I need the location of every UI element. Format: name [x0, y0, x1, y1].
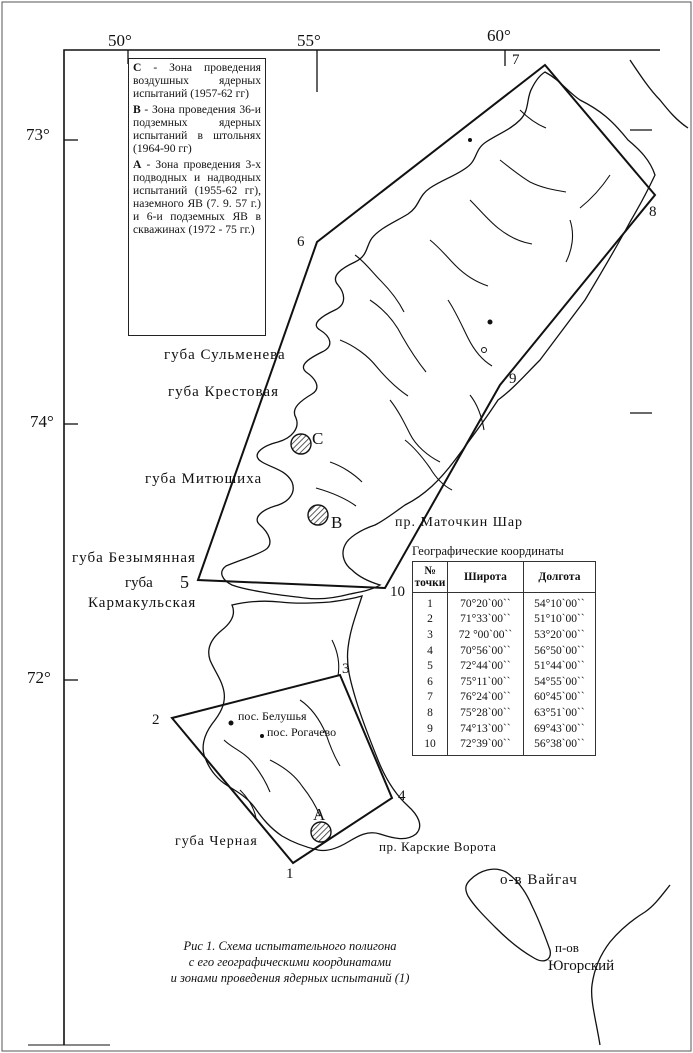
legend-item-b	[133, 103, 261, 155]
longitude-cell: 56°38`00``	[523, 736, 595, 755]
place-guba-karmakulskaya-1: губа	[125, 575, 153, 591]
islet-3	[468, 138, 472, 142]
longitude-cell: 53°20`00``	[523, 627, 595, 643]
legend-item-c	[133, 61, 261, 100]
table-row	[413, 612, 596, 628]
point-number-cell: 3	[413, 627, 448, 643]
table-row	[413, 690, 596, 706]
coordinates-table	[412, 561, 596, 756]
settlement-belushya-dot	[229, 721, 234, 726]
place-pos-belushya: пос. Белушья	[238, 709, 307, 723]
zone-b-marker	[308, 505, 328, 525]
latitude-cell: 70°56`00``	[448, 643, 524, 659]
lon-label-50: 50°	[108, 31, 132, 50]
legend-letter-c: C	[133, 61, 142, 74]
place-o-vaygach: о-в Вайгач	[500, 872, 578, 888]
latitude-cell: 75°11`00``	[448, 674, 524, 690]
legend-text-a: - Зона проведения 3-х подводных и надводных испытаний (1955-62 гг), наземного ЯВ (7. 9. 57 г.) и 6-и подземных ЯВ в скважинах (1972 - 75 гг.)	[133, 158, 261, 236]
table-row	[413, 721, 596, 737]
point-number-cell: 8	[413, 705, 448, 721]
point-number-cell: 2	[413, 612, 448, 628]
point-number-cell: 6	[413, 674, 448, 690]
zone-c-marker	[291, 434, 311, 454]
coordinates-title: Географические координаты	[412, 544, 564, 558]
place-pr-matochkin-shar: пр. Маточкин Шар	[395, 515, 524, 530]
longitude-cell: 54°55`00``	[523, 674, 595, 690]
latitude-cell: 72°44`00``	[448, 658, 524, 674]
place-pr-karskie-vorota: пр. Карские Ворота	[379, 839, 497, 854]
caption-line-3: и зонами проведения ядерных испытаний (1)	[170, 971, 410, 985]
place-yugorsky: Югорский	[548, 958, 615, 974]
latitude-cell: 74°13`00``	[448, 721, 524, 737]
point-number-cell: 1	[413, 593, 448, 612]
latitude-cell: 71°33`00``	[448, 612, 524, 628]
point-number-cell: 7	[413, 690, 448, 706]
longitude-cell: 69°43`00``	[523, 721, 595, 737]
latitude-cell: 75°28`00``	[448, 705, 524, 721]
zone-c-label: C	[312, 429, 324, 448]
lon-label-60: 60°	[487, 26, 511, 45]
longitude-cell: 60°45`00``	[523, 690, 595, 706]
point-number-cell: 5	[413, 658, 448, 674]
point-number-cell: 4	[413, 643, 448, 659]
table-row	[413, 593, 596, 612]
coastline-south-island	[203, 596, 420, 851]
zone-a-marker	[311, 822, 331, 842]
place-guba-krestovaya: губа Крестовая	[168, 384, 279, 400]
longitude-cell: 51°44`00``	[523, 658, 595, 674]
place-guba-sulmeneva: губа Сульменева	[164, 347, 286, 363]
legend-letter-a: A	[133, 158, 142, 171]
coordinates-panel	[412, 544, 600, 756]
table-row	[413, 658, 596, 674]
table-row	[413, 705, 596, 721]
point-number-cell: 9	[413, 721, 448, 737]
legend-box	[128, 58, 266, 336]
latitude-cell: 72°39`00``	[448, 736, 524, 755]
col-header-latitude: Широта	[448, 562, 524, 593]
point-label-1: 1	[286, 866, 294, 882]
latitude-cell: 76°24`00``	[448, 690, 524, 706]
table-row	[413, 627, 596, 643]
point-label-9: 9	[509, 371, 517, 387]
table-row	[413, 674, 596, 690]
table-row	[413, 643, 596, 659]
place-guba-chernaya: губа Черная	[175, 834, 258, 849]
place-pos-rogachevo: пос. Рогачево	[267, 725, 337, 739]
legend-item-a	[133, 158, 261, 236]
longitude-cell: 51°10`00``	[523, 612, 595, 628]
legend-letter-b: B	[133, 103, 141, 116]
settlement-rogachevo-dot	[260, 734, 264, 738]
zone-b-label: B	[331, 513, 343, 532]
point-label-2: 2	[152, 712, 160, 728]
coordinates-body	[413, 593, 596, 756]
col-header-number: № точки	[413, 562, 448, 593]
latitude-cell: 70°20`00``	[448, 593, 524, 612]
longitude-cell: 54°10`00``	[523, 593, 595, 612]
legend-text-c: - Зона проведения воздушных ядерных испытаний (1957-62 гг)	[133, 61, 261, 100]
point-label-8: 8	[649, 204, 657, 220]
point-label-7: 7	[512, 52, 520, 68]
mainland-coast	[630, 60, 688, 128]
point-number-cell: 10	[413, 736, 448, 755]
lat-label-72: 72°	[27, 668, 51, 687]
col-header-longitude: Долгота	[523, 562, 595, 593]
place-guba-bezymyannaya: губа Безымянная	[72, 550, 196, 566]
zone-a-label: A	[313, 805, 326, 824]
lon-label-55: 55°	[297, 31, 321, 50]
figure-caption	[120, 938, 460, 986]
latitude-cell: 72 °00`00``	[448, 627, 524, 643]
point-label-5: 5	[180, 572, 189, 592]
lat-label-73: 73°	[26, 125, 50, 144]
islet-2	[482, 348, 487, 353]
table-header-row	[413, 562, 596, 593]
table-row	[413, 736, 596, 755]
place-guba-mityushikha: губа Митюшиха	[145, 471, 263, 487]
legend-text-b: - Зона проведения 36-и подземных ядерных испытаний в штольнях (1964-90 гг)	[133, 103, 261, 155]
point-label-4: 4	[398, 788, 406, 804]
point-label-6: 6	[297, 234, 305, 250]
caption-line-1: Рис 1. Схема испытательного полигона	[183, 939, 397, 953]
longitude-cell: 56°50`00``	[523, 643, 595, 659]
point-label-10: 10	[390, 584, 405, 600]
place-guba-karmakulskaya-2: Кармакульская	[88, 595, 197, 611]
lat-label-74: 74°	[30, 412, 54, 431]
page-border	[2, 2, 691, 1051]
longitude-cell: 63°51`00``	[523, 705, 595, 721]
islet-1	[488, 320, 493, 325]
place-p-ov: п-ов	[555, 940, 579, 955]
caption-line-2: с его географическими координатами	[188, 955, 392, 969]
point-label-3: 3	[342, 661, 350, 677]
